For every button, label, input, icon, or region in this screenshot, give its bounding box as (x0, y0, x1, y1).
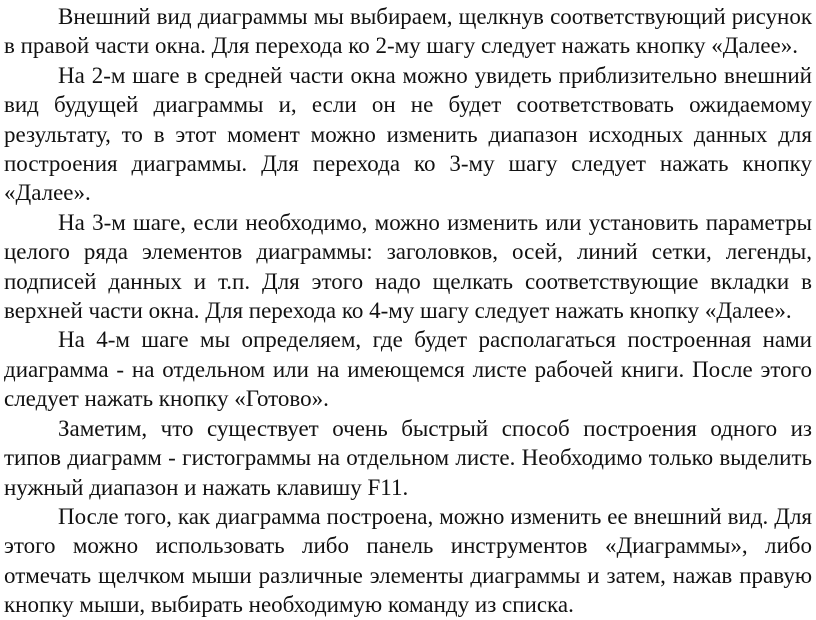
paragraph-quick-method: Заметим, что существует очень быстрый способ построения одного из типов диаграмм - гистограммы на отдельном листе. Необходимо только выделить нужный диапазон и нажать клавишу F11. (4, 415, 812, 500)
paragraph-step-1: Внешний вид диаграммы мы выбираем, щелкнув соответствующий рисунок в правой части окна. Для перехода ко 2-му шагу следует нажать кнопку «Далее». (4, 4, 812, 59)
paragraph-edit-chart: После того, как диаграмма построена, можно изменить ее внешний вид. Для этого можно использовать либо панель инструментов «Диаграммы», либо отмечать щелчком мыши различные элементы диаграммы и затем, нажав правую кнопку мыши, выбирать необходимую команду из списка. (4, 503, 812, 618)
paragraph-step-4: На 4-м шаге мы определяем, где будет располагаться построенная нами диаграмма - на отдельном или на имеющемся листе рабочей книги. После этого следует нажать кнопку «Готово». (4, 327, 812, 412)
paragraph-step-2: На 2-м шаге в средней части окна можно увидеть приблизительно внешний вид будущей диаграммы и, если он не будет соответствовать ожидаемому результату, то в этот момент можно изменить диапазон исходных данных для построения диаграммы. Для перехода ко 3-му шагу следует нажать кнопку «Далее». (4, 62, 812, 206)
paragraph-step-3: На 3-м шаге, если необходимо, можно изменить или установить параметры целого ряда элементов диаграммы: заголовков, осей, линий сетки, легенды, подписей данных и т.п. Для этого надо щелкать соответствующие вкладки в верхней части окна. Для перехода ко 4-му шагу следует нажать кнопку «Далее». (4, 209, 812, 324)
